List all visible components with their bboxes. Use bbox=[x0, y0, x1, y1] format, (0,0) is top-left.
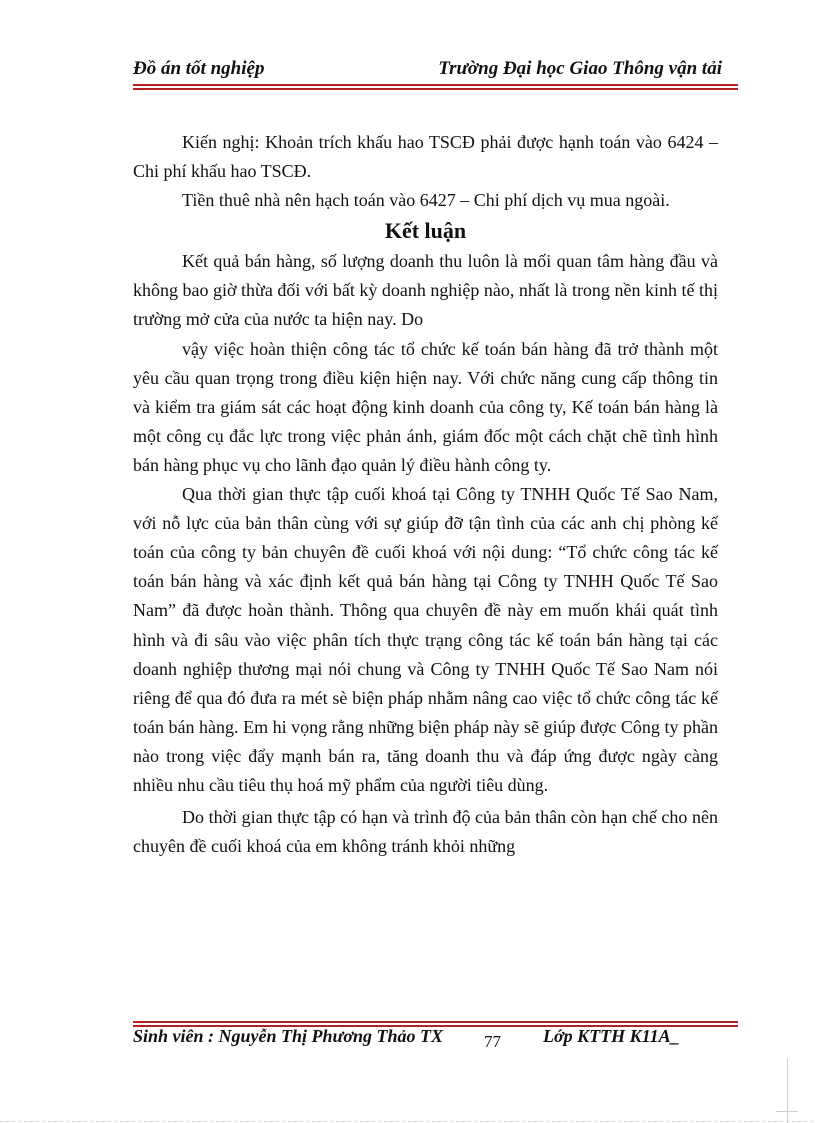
header-right: Trường Đại học Giao Thông vận tải bbox=[438, 58, 722, 79]
header-left: Đồ án tốt nghiệp bbox=[133, 58, 265, 79]
section-title: Kết luận bbox=[384, 218, 467, 244]
footer-student: Sinh viên : Nguyễn Thị Phương Thảo TX bbox=[133, 1026, 443, 1046]
paragraph-conclusion-2: vậy việc hoàn thiện công tác tổ chức kế toán bán hàng đã trở thành một yêu cầu quan trọng trong điều kiện hiện nay. Với chức năng cung cấp thông tin và kiểm tra giám sát các hoạt động kinh doanh của công ty, Kế toán bán hàng là một công cụ đắc lực trong việc phản ánh, giám đốc một cách chặt chẽ tình hình bán hàng phục vụ cho lãnh đạo quản lý điều hành công ty. bbox=[133, 338, 718, 475]
paragraph-recommendation-2: Tiền thuê nhà nên hạch toán vào 6427 – Chi phí dịch vụ mua ngoài. bbox=[182, 190, 670, 211]
page-corner-line bbox=[787, 1058, 788, 1123]
paragraph-recommendation-1: Kiến nghị: Khoản trích khấu hao TSCĐ phải được hạnh toán vào 6424 – Chi phí khấu hao TSCĐ. bbox=[133, 132, 718, 182]
header-rule-bottom bbox=[133, 88, 738, 90]
body-text bbox=[133, 128, 718, 861]
page-corner-tick bbox=[776, 1111, 798, 1112]
paragraph-conclusion-4: Do thời gian thực tập có hạn và trình độ của bản thân còn hạn chế cho nên chuyên đề cuối khoá của em không tránh khỏi những bbox=[133, 807, 718, 857]
header-rule-top bbox=[133, 84, 738, 86]
page-number: 77 bbox=[484, 1032, 501, 1051]
page-bottom-dotted-line bbox=[0, 1121, 816, 1122]
footer-class: Lớp KTTH K11A_ bbox=[543, 1026, 680, 1046]
paragraph-conclusion-1: Kết quả bán hàng, số lượng doanh thu luôn là mối quan tâm hàng đầu và không bao giờ thừa đối với bất kỳ doanh nghiệp nào, nhất là trong nền kinh tế thị trường mở cửa của nước ta hiện nay. Do bbox=[133, 251, 718, 330]
footer-rule-top bbox=[133, 1021, 738, 1023]
paragraph-conclusion-3: Qua thời gian thực tập cuối khoá tại Công ty TNHH Quốc Tế Sao Nam, với nỗ lực của bản thân cùng với sự giúp đỡ tận tình của các anh chị phòng kế toán của công ty bản chuyên đề cuối khoá với nội dung: “Tổ chức công tác kế toán bán hàng và xác định kết quả bán hàng tại Công ty TNHH Quốc Tế Sao Nam” đã được hoàn thành. Thông qua chuyên đề này em muốn khái quát tình hình và đi sâu vào việc phân tích thực trạng công tác kế toán bán hàng tại các doanh nghiệp thương mại nói chung và Công ty TNHH Quốc Tế Sao Nam nói riêng để qua đó đưa ra mét sè biện pháp nhằm nâng cao việc tổ chức công tác kế toán bán hàng. Em hi vọng rằng những biện pháp này sẽ giúp được Công ty phần nào trong việc đẩy mạnh bán ra, tăng doanh thu và đáp ứng được ngày càng nhiều nhu cầu tiêu thụ hoá mỹ phẩm của người tiêu dùng. bbox=[133, 484, 718, 795]
